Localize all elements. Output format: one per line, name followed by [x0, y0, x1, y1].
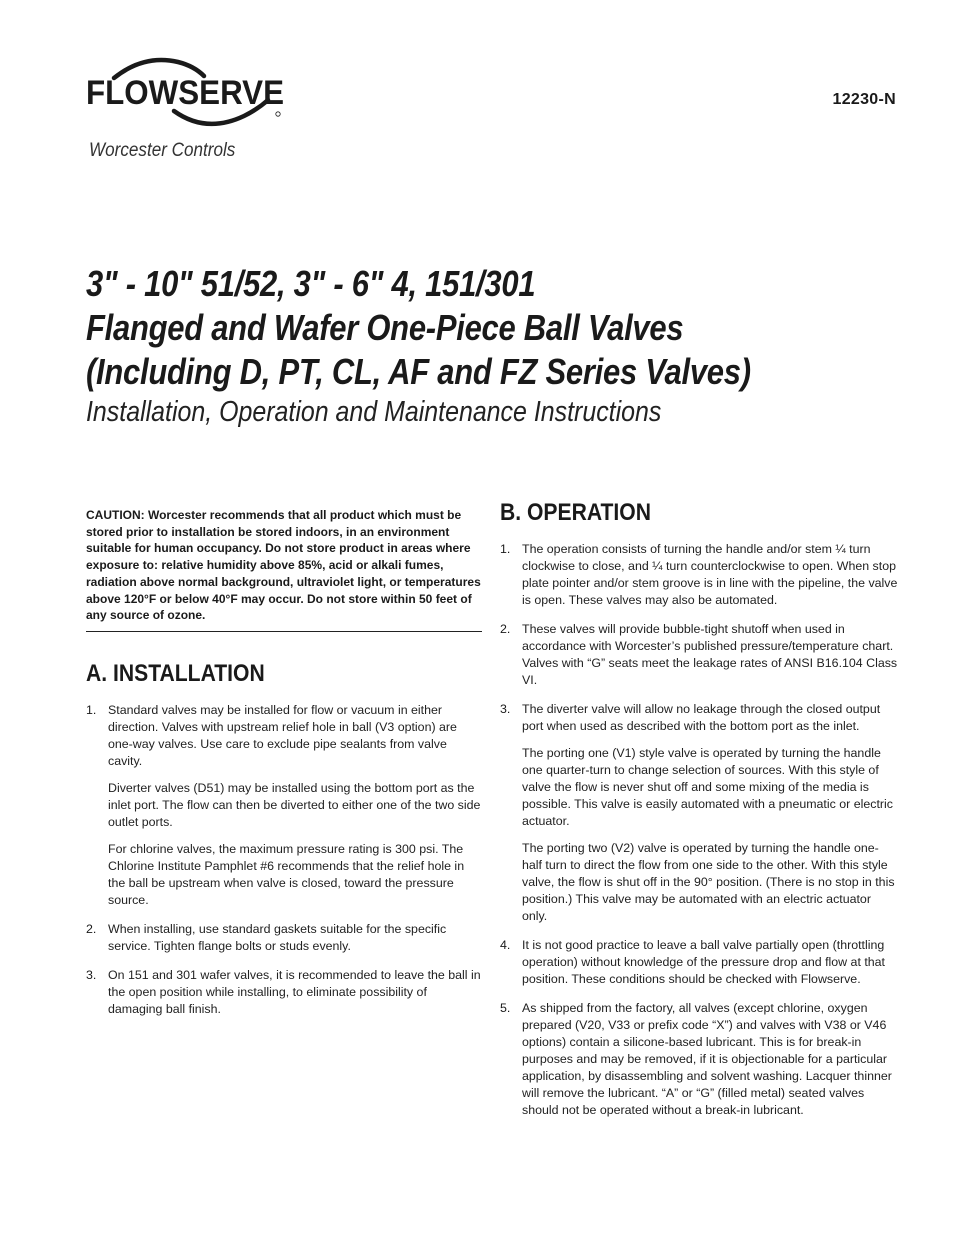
installation-item-2	[86, 921, 482, 955]
item-paragraph: For chlorine valves, the maximum pressure rating is 300 psi. The Chlorine Institute Pamphlet #6 recommends that the relief hole in the ball be upstream when valve is closed, toward the pressure source.	[108, 841, 465, 907]
title-line-2: Flanged and Wafer One-Piece Ball Valves	[86, 307, 684, 348]
flowserve-logo-mark	[86, 56, 288, 134]
document-number: 12230-N	[832, 91, 896, 108]
caution-notice: CAUTION: Worcester recommends that all product which must be stored prior to installation be stored indoors, in an environment suitable for human occupancy. Do not store product in areas where exposure to: relative humidity above 85%, acid or alkali fumes, radiation above normal background, ultraviolet light, or temperatures above 120°F or below 40°F may occur. Do not store within 50 feet of any source of ozone.	[86, 507, 482, 632]
operation-item-5	[500, 1000, 898, 1119]
item-paragraph: When installing, use standard gaskets suitable for the specific service. Tighten flange bolts or studs evenly.	[108, 921, 447, 953]
item-paragraph: The diverter valve will allow no leakage through the closed output port when used as described with the bottom port as the inlet.	[522, 702, 881, 733]
operation-item-3	[500, 701, 898, 925]
operation-item-2	[500, 621, 898, 689]
item-paragraph: These valves will provide bubble-tight shutoff when used in accordance with Worcester’s published pressure/temperature chart. Valves with “G” seats meet the leakage rates of ANSI B16.104 Class VI.	[522, 622, 898, 687]
item-number: 2.	[86, 921, 97, 936]
operation-item-1	[500, 541, 898, 609]
title-line-3: (Including D, PT, CL, AF and FZ Series Valves)	[86, 351, 751, 392]
item-number: 3.	[500, 702, 511, 716]
item-number: 4.	[500, 938, 511, 952]
item-paragraph: It is not good practice to leave a ball valve partially open (throttling operation) without knowledge of the pressure drop and flow at that position. These conditions should be checked with Flowserve.	[522, 938, 885, 986]
operation-list	[500, 541, 898, 1119]
item-number: 2.	[500, 622, 511, 636]
item-paragraph: On 151 and 301 wafer valves, it is recommended to leave the ball in the open position while installing, to eliminate possibility of damaging ball finish.	[108, 967, 481, 1016]
item-paragraph: The porting one (V1) style valve is operated by turning the handle one quarter-turn to change selection of sources. With this style of valve the flow is never shut off and some mixing of the media is possible. This valve is easily automated with a pneumatic or electric actuator.	[522, 746, 893, 828]
item-paragraph: The porting two (V2) valve is operated by turning the handle one-half turn to direct the flow from one side to the other. With this style valve, the flow is shut off in the 90° position. (There is no stop in this position.) This valve may be automated with an electric actuator only.	[522, 841, 895, 923]
item-number: 5.	[500, 1001, 511, 1015]
installation-item-1	[86, 702, 482, 909]
left-column	[86, 507, 482, 1030]
logo-text: FLOWSERVE	[86, 74, 284, 112]
document-subtitle: Installation, Operation and Maintenance Instructions	[86, 396, 662, 428]
sub-brand: Worcester Controls	[89, 140, 236, 161]
item-paragraph: As shipped from the factory, all valves (except chlorine, oxygen prepared (V20, V33 or prefix code “X”) and valves with V38 or V46 options) contain a silicone-based lubricant. This is for break-in purposes and may be removed, if it is objectionable for a particular application, by disassembling and solvent washing. Lacquer thinner will remove the lubricant. “A” or “G” (filled metal) seated valves should not be operated without a break-in lubricant.	[522, 1001, 892, 1117]
item-paragraph: Standard valves may be installed for flow or vacuum in either direction. Valves with upstream relief hole in ball (V3 option) are one-way valves. Use care to exclude pipe sealants from valve cavity.	[108, 702, 457, 768]
item-number: 1.	[86, 702, 97, 717]
title-block	[86, 262, 906, 430]
right-column	[500, 497, 898, 1131]
installation-list	[86, 702, 482, 1018]
flowserve-logo	[86, 56, 288, 134]
operation-heading: B. OPERATION	[500, 499, 651, 526]
installation-heading: A. INSTALLATION	[86, 659, 265, 687]
title-line-1: 3" - 10" 51/52, 3" - 6" 4, 151/301	[86, 263, 536, 304]
item-paragraph: Diverter valves (D51) may be installed using the bottom port as the inlet port. The flow can then be diverted to either one of the two side outlet ports.	[108, 780, 481, 829]
item-number: 3.	[86, 967, 97, 982]
installation-item-3	[86, 967, 482, 1018]
operation-item-4	[500, 937, 898, 988]
item-number: 1.	[500, 542, 511, 556]
item-paragraph: The operation consists of turning the handle and/or stem ¼ turn clockwise to close, and ¼ turn counterclockwise to open. When stop plate pointer and/or stem groove is in line with the pipeline, the valve is open. These valves may also be automated.	[522, 542, 898, 607]
